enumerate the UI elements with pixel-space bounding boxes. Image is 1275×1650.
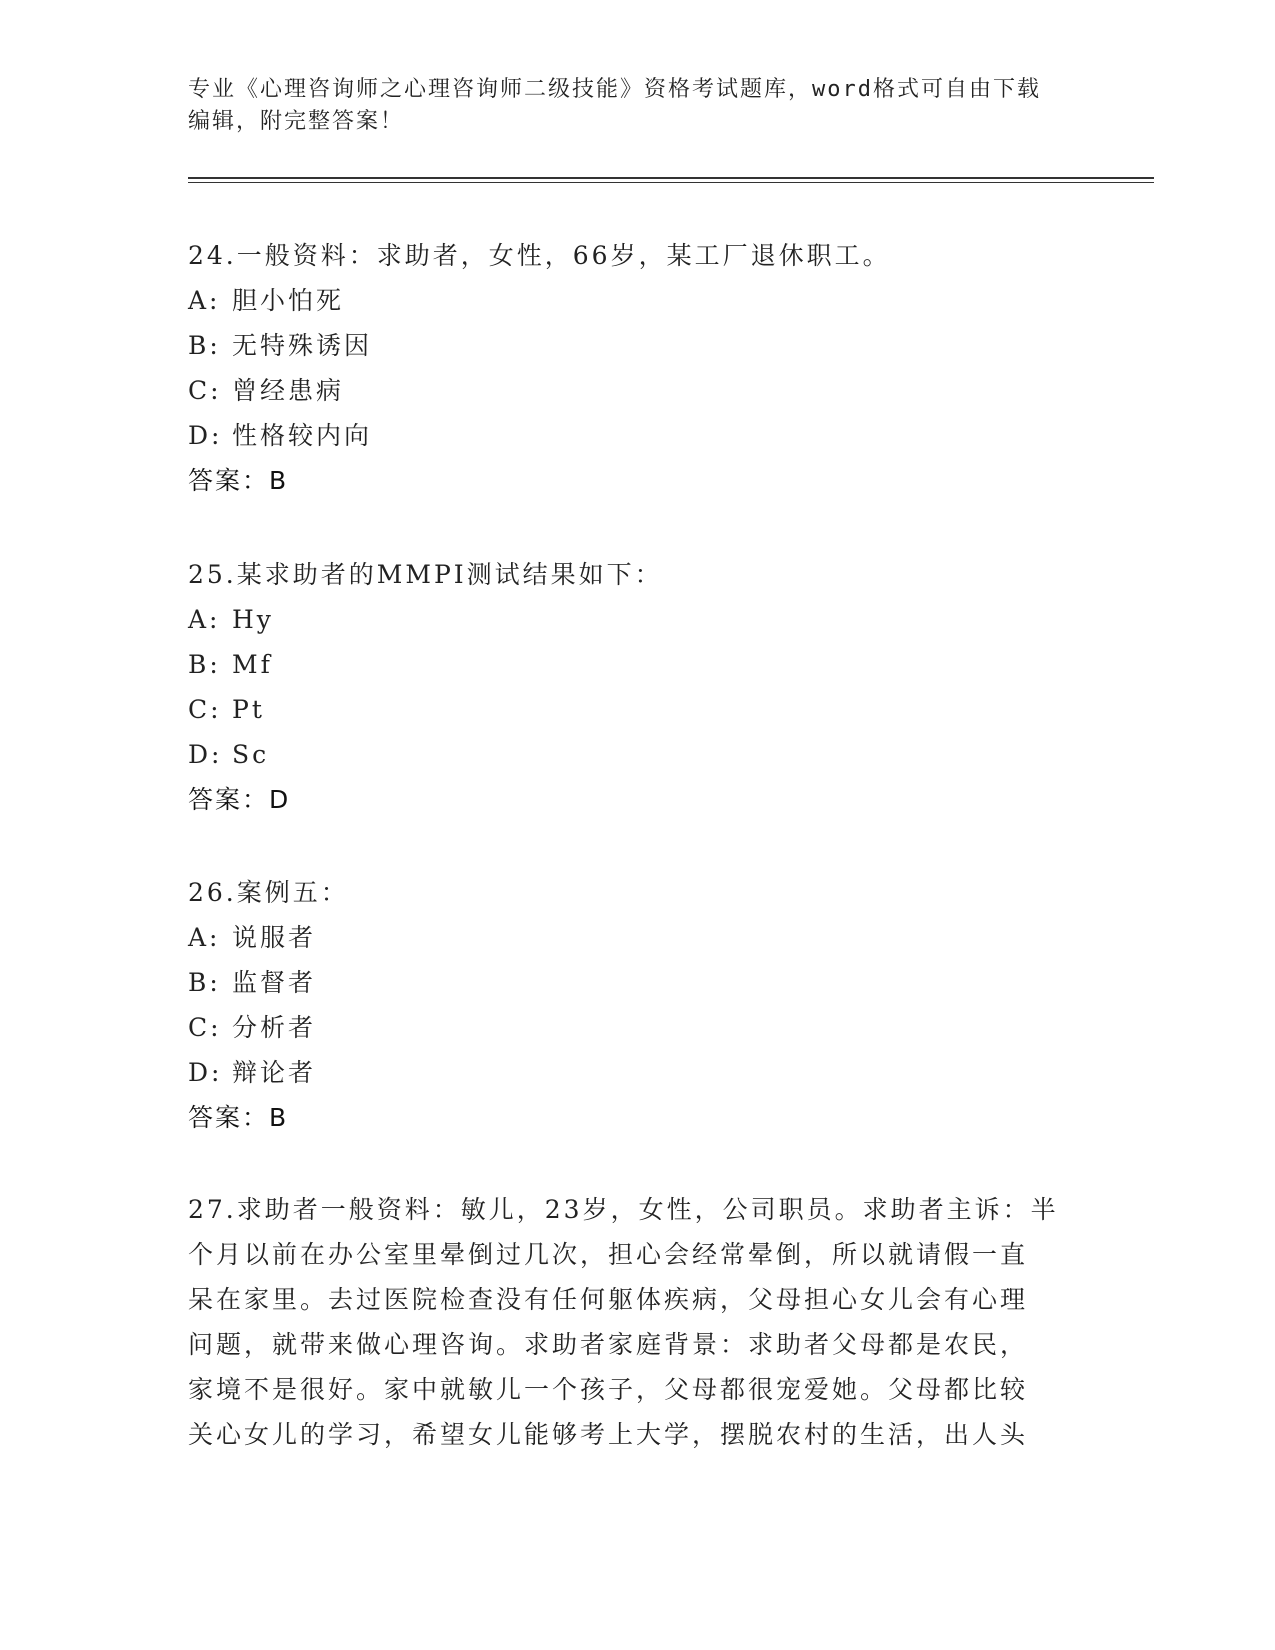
option-text: Mf bbox=[232, 650, 273, 679]
option-text: 性格较内向 bbox=[232, 421, 373, 450]
question-text-line: 呆在家里。去过医院检查没有任何躯体疾病，父母担心女儿会有心理 bbox=[188, 1285, 1029, 1314]
option-d bbox=[188, 413, 1088, 458]
option-a bbox=[188, 597, 1088, 642]
option-text: 无特殊诱因 bbox=[232, 331, 373, 360]
option-text: 曾经患病 bbox=[232, 376, 345, 405]
option-text: 胆小怕死 bbox=[232, 286, 345, 315]
option-b bbox=[188, 323, 1088, 368]
option-letter: C: bbox=[188, 1013, 222, 1042]
option-letter: D: bbox=[188, 740, 223, 769]
option-letter: D: bbox=[188, 421, 223, 450]
question-24 bbox=[188, 233, 1088, 503]
option-d bbox=[188, 1050, 1088, 1095]
header-divider-thin bbox=[188, 182, 1154, 183]
document-header bbox=[188, 74, 1088, 138]
option-c bbox=[188, 687, 1088, 732]
question-text-line: 个月以前在办公室里晕倒过几次，担心会经常晕倒，所以就请假一直 bbox=[188, 1240, 1029, 1269]
question-25 bbox=[188, 552, 1088, 822]
question-26 bbox=[188, 870, 1088, 1140]
option-text: 说服者 bbox=[232, 923, 317, 952]
header-divider-thick bbox=[188, 177, 1154, 179]
option-text: Sc bbox=[232, 740, 270, 769]
option-a bbox=[188, 278, 1088, 323]
option-letter: A: bbox=[188, 286, 221, 315]
option-d bbox=[188, 732, 1088, 777]
option-text: Pt bbox=[232, 695, 265, 724]
option-c bbox=[188, 1005, 1088, 1050]
question-text-line: 家境不是很好。家中就敏儿一个孩子，父母都很宠爱她。父母都比较 bbox=[188, 1375, 1029, 1404]
option-b bbox=[188, 960, 1088, 1005]
answer-line: 答案：B bbox=[188, 1103, 289, 1132]
option-letter: C: bbox=[188, 376, 222, 405]
option-letter: C: bbox=[188, 695, 222, 724]
option-letter: B: bbox=[188, 968, 221, 997]
answer-line: 答案：B bbox=[188, 466, 289, 495]
answer-line: 答案：D bbox=[188, 785, 291, 814]
question-text: 26.案例五： bbox=[188, 878, 349, 907]
option-c bbox=[188, 368, 1088, 413]
option-letter: D: bbox=[188, 1058, 223, 1087]
option-letter: A: bbox=[188, 605, 221, 634]
question-27 bbox=[188, 1187, 1088, 1457]
question-text-line: 27.求助者一般资料：敏儿，23岁，女性，公司职员。求助者主诉：半 bbox=[188, 1195, 1059, 1224]
option-letter: B: bbox=[188, 650, 221, 679]
question-text: 24.一般资料：求助者，女性，66岁，某工厂退休职工。 bbox=[188, 241, 891, 270]
option-b bbox=[188, 642, 1088, 687]
option-text: 分析者 bbox=[232, 1013, 317, 1042]
question-text-line: 关心女儿的学习，希望女儿能够考上大学，摆脱农村的生活，出人头 bbox=[188, 1420, 1029, 1449]
question-text: 25.某求助者的MMPI测试结果如下： bbox=[188, 560, 663, 589]
question-text-line: 问题，就带来做心理咨询。求助者家庭背景：求助者父母都是农民， bbox=[188, 1330, 1029, 1359]
option-a bbox=[188, 915, 1088, 960]
header-line-1: 专业《心理咨询师之心理咨询师二级技能》资格考试题库，word格式可自由下载 bbox=[188, 77, 1041, 102]
option-text: Hy bbox=[232, 605, 274, 634]
option-text: 辩论者 bbox=[232, 1058, 317, 1087]
option-text: 监督者 bbox=[232, 968, 317, 997]
header-line-2: 编辑，附完整答案！ bbox=[188, 109, 405, 134]
option-letter: A: bbox=[188, 923, 221, 952]
option-letter: B: bbox=[188, 331, 221, 360]
